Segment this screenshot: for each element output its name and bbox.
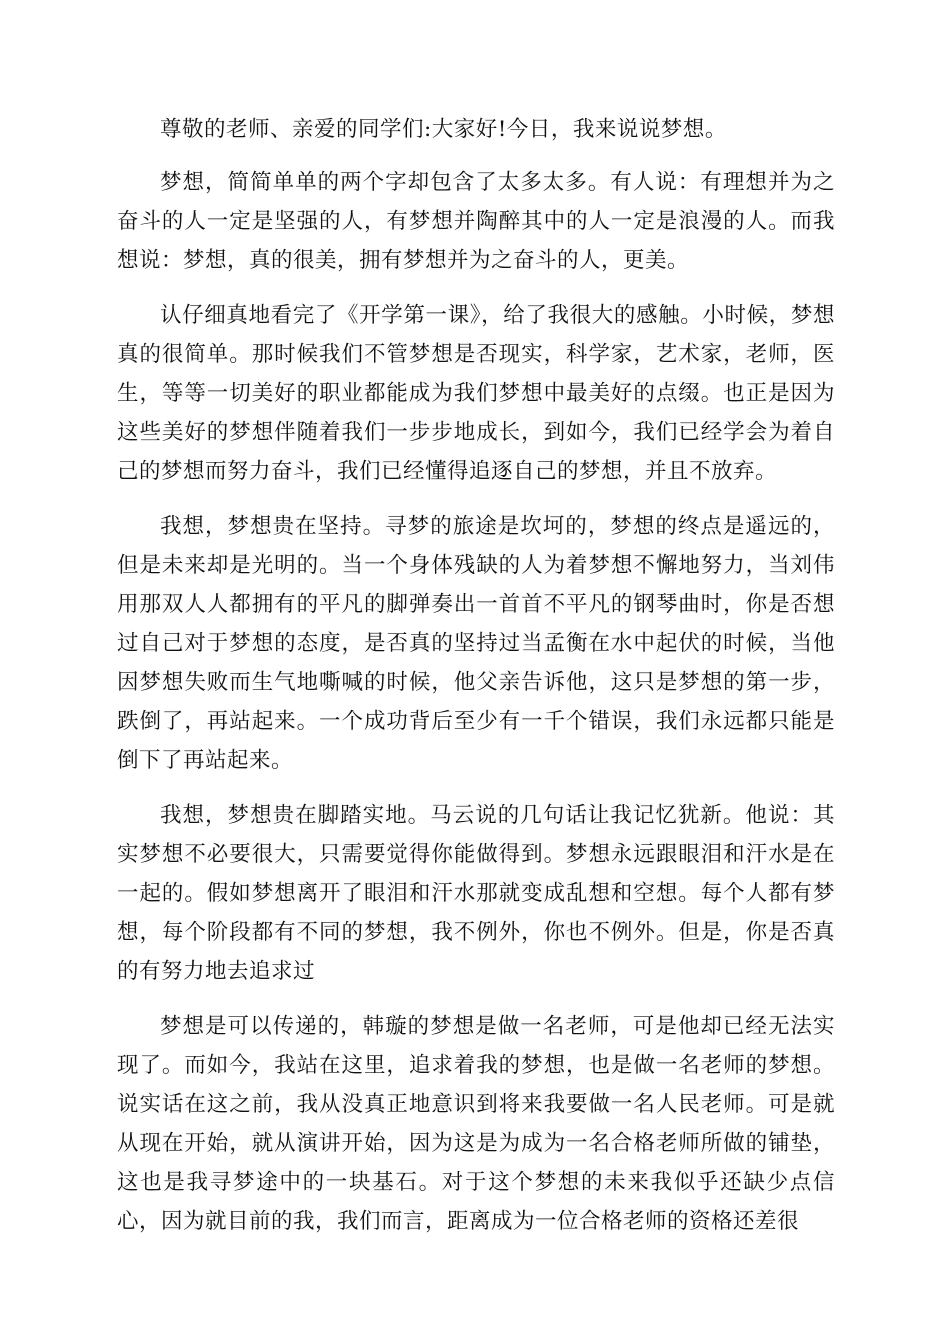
paragraph-passing-on: 梦想是可以传递的，韩璇的梦想是做一名老师，可是他却已经无法实现了。而如今，我站在这里，追求着我的梦想，也是做一名老师的梦想。说实话在这之前，我从没真正地意识到将来我要做一名人民老师。可是就从现在开始，就从演讲开始，因为这是为成为一名合格老师所做的铺垫，这也是我寻梦途中的一块基石。对于这个梦想的未来我似乎还缺少点信心，因为就目前的我，我们而言，距离成为一位合格老师的资格还差很 [117,1014,835,1234]
document-body [117,110,835,1257]
paragraph-dream-meaning: 梦想，简简单单的两个字却包含了太多太多。有人说：有理想并为之奋斗的人一定是坚强的人，有梦想并陶醉其中的人一定是浪漫的人。而我想说：梦想，真的很美，拥有梦想并为之奋斗的人，更美。 [117,170,835,273]
paragraph-first-lesson: 认仔细真地看完了《开学第一课》，给了我很大的感触。小时候，梦想真的很简单。那时候我们不管梦想是否现实，科学家，艺术家，老师，医生，等等一切美好的职业都能成为我们梦想中最美好的点缀。也正是因为这些美好的梦想伴随着我们一步步地成长，到如今，我们已经学会为着自己的梦想而努力奋斗，我们已经懂得追逐自己的梦想，并且不放弃。 [117,303,835,484]
paragraph-persistence: 我想，梦想贵在坚持。寻梦的旅途是坎坷的，梦想的终点是遥远的，但是未来却是光明的。当一个身体残缺的人为着梦想不懈地努力，当刘伟用那双人人都拥有的平凡的脚弹奏出一首首不平凡的钢琴曲时，你是否想过自己对于梦想的态度，是否真的坚持过当孟衡在水中起伏的时候，当他因梦想失败而生气地嘶喊的时候，他父亲告诉他，这只是梦想的第一步，跌倒了，再站起来。一个成功背后至少有一千个错误，我们永远都只能是倒下了再站起来。 [117,514,835,773]
paragraph-down-to-earth: 我想，梦想贵在脚踏实地。马云说的几句话让我记忆犹新。他说：其实梦想不必要很大，只需要觉得你能做得到。梦想永远跟眼泪和汗水是在一起的。假如梦想离开了眼泪和汗水那就变成乱想和空想。每个人都有梦想，每个阶段都有不同的梦想，我不例外，你也不例外。但是，你是否真的有努力地去追求过 [117,803,835,984]
paragraph-greeting: 尊敬的老师、亲爱的同学们:大家好!今日，我来说说梦想。 [160,117,727,142]
